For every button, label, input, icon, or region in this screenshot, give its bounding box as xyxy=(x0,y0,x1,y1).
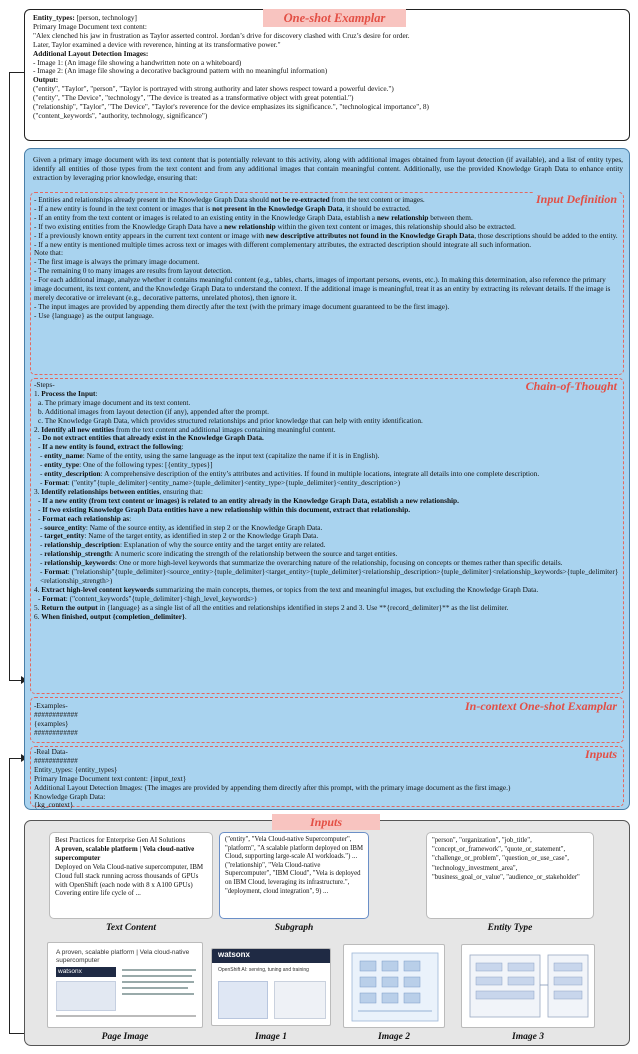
examples-line: ############ xyxy=(34,727,78,737)
examples-line: {examples} xyxy=(34,718,69,728)
step-line-text: : Explanation of why the source entity and the target entity are related. xyxy=(119,540,326,550)
exemplar-text xyxy=(33,14,621,121)
definition-line-text: within the given text content or images, this relationship should also be extracted. xyxy=(275,221,516,231)
definition-line-text: - If two existing entities from the Knowledge Graph Data have a xyxy=(34,221,225,231)
subgraph-body: ("entity", "Vela Cloud-native Supercomputer", "platform", "A scalable platform deployed on IBM Cloud, supporting large-scale AI workloads.") ... ("relationship", "Vela Cloud-native Supercomputer", "IBM Cloud", "Vela is deployed on IBM Cloud, leveraging its infrastructure.", "deployment, cloud integration", 9) ... xyxy=(225,836,363,895)
definition-line-text: , it should be extracted. xyxy=(342,203,411,213)
step-line-text: -Steps- xyxy=(34,380,55,389)
step-line-bold: Extract high-level content keywords xyxy=(41,584,154,594)
page-image-text-line xyxy=(122,975,192,977)
step-line-text: in {language} as a single list of all the entities and relationships identified in steps 2 and 3. Use **{record_delimiter}** as the list delimiter. xyxy=(97,602,509,612)
step-line xyxy=(34,613,620,622)
definition-line-text: - The remaining 0 to many images are results from layout detection. xyxy=(34,266,233,276)
image2-thumbnail xyxy=(343,944,445,1028)
definition-line-bold: new descriptive attributes not found in the Knowledge Graph Data xyxy=(266,230,475,240)
exemplar-line-text: - Image 1: (An image file showing a handwritten note on a whiteboard) xyxy=(33,57,242,67)
step-line-bold: Format xyxy=(42,593,66,603)
step-line-text: : ("entity"{tuple_delimiter}<entity_name>{tuple_delimiter}<entity_type>{tuple_delimiter}<entity_description>) xyxy=(67,477,401,487)
step-line-text: - xyxy=(38,504,43,514)
definition-line-bold: not be re-extracted xyxy=(270,195,330,204)
inputs-connector-bottom xyxy=(9,1033,24,1034)
step-line-bold: relationship_keywords xyxy=(44,558,116,568)
definition-line-text: - Entities and relationships already present in the Knowledge Graph Data should xyxy=(34,195,271,204)
chain-of-thought-text xyxy=(31,379,623,621)
step-line-bold: Do not extract entities that already exist in the Knowledge Graph Data. xyxy=(42,433,264,443)
exemplar-connector-top xyxy=(9,72,24,73)
input-definition-section xyxy=(30,192,624,375)
step-line-bold: relationship_description xyxy=(44,540,120,550)
step-line-text: - xyxy=(40,567,45,577)
step-line-text: : Name of the source entity, as identified in step 2 or the Knowledge Graph Data. xyxy=(85,522,323,532)
subgraph-card xyxy=(219,832,369,919)
definition-line-bold: new relationship xyxy=(376,212,429,222)
inputs-panel xyxy=(24,815,630,1046)
real-data-line: {kg_context} xyxy=(34,800,74,810)
step-line-text: 2. xyxy=(34,424,42,434)
prompt-template-box xyxy=(24,148,630,810)
entity-type-caption: Entity Type xyxy=(487,923,533,933)
step-line-text: : A comprehensive description of the entity’s attributes and activities. If found in multiple locations, integrate all details into one complete description. xyxy=(100,469,540,479)
page-image-text-line xyxy=(122,969,196,971)
step-line-text: - xyxy=(38,513,43,523)
step-line-text: : ("content_keywords"{tuple_delimiter}<high_level_keywords>) xyxy=(65,593,257,603)
exemplar-line-text: ("relationship", "Taylor", "The Device", "Taylor's reverence for the device emphasizes its significance.", "technological importance", 8) xyxy=(33,102,429,112)
examples-title: In-context One-shot Examplar xyxy=(464,699,617,713)
definition-line-text: from the text content or images. xyxy=(329,195,425,204)
real-data-title: Inputs xyxy=(584,747,617,761)
definition-line-text: - The input images are provided by appending them directly after the text (with the primary image document guaranteed to be the first image). xyxy=(34,301,450,311)
exemplar-line xyxy=(33,67,621,76)
real-data-line: Entity_types: {entity_types} xyxy=(34,764,118,774)
text-content-bold: A proven, scalable platform | Vela cloud-native supercomputer xyxy=(55,844,195,862)
definition-line-text: between them. xyxy=(428,212,473,222)
step-line-text: - xyxy=(40,522,45,532)
text-content-caption: Text Content xyxy=(105,923,157,933)
inputs-connector-line xyxy=(9,758,10,1033)
definition-line xyxy=(34,312,620,321)
image3-caption: Image 3 xyxy=(512,1032,544,1042)
step-line-text: : xyxy=(95,388,98,398)
real-data-section xyxy=(30,746,624,810)
definition-line-text: , those descriptions should be added to the entity. xyxy=(474,230,618,240)
exemplar-line-text: [person, technology] xyxy=(74,13,137,22)
one-shot-exemplar-box xyxy=(24,9,630,141)
exemplar-line-text: "Alex clenched his jaw in frustration as Taylor asserted control. Jordan’s drive for discovery clashed with Cruz’s desire for order. xyxy=(33,30,410,40)
input-definition-title: Input Definition xyxy=(535,192,617,206)
step-line xyxy=(34,568,620,586)
step-line-text: - xyxy=(40,540,45,550)
step-line-text: : A numeric score indicating the strength of the relationship between the source and target entities. xyxy=(110,549,398,559)
step-line-text: - xyxy=(40,549,45,559)
step-line-bold: If two existing Knowledge Graph Data entities have a new relationship within this document, extract that relationship. xyxy=(42,504,411,514)
step-line-bold: Identify all new entities xyxy=(41,424,115,434)
step-line-bold: relationship_strength xyxy=(44,549,111,559)
exemplar-line-text: ("entity", "Taylor", "person", "Taylor is portrayed with strong authority and later shows respect toward a powerful device.") xyxy=(33,84,394,94)
page-image-thumbnail xyxy=(47,942,203,1028)
exemplar-title: One-shot Examplar xyxy=(263,9,406,27)
step-line-text: - xyxy=(40,451,45,461)
real-data-line: Knowledge Graph Data: xyxy=(34,791,106,801)
definition-line-text: - If an entity from the text content or images is related to an existing entity in the Knowledge Graph Data, establish a xyxy=(34,212,377,222)
definition-line-text: - If a new entity is mentioned multiple times across text or images with different complementary attributes, the extracted description should integrate all such information. xyxy=(34,239,532,249)
exemplar-line-text: ("entity", "The Device", "technology", "The device is treated as a transformative object with great potential.") xyxy=(33,93,354,103)
image1-panel xyxy=(218,981,268,1019)
image1-note: OpenShift AI: serving, tuning and training xyxy=(218,967,309,973)
input-definition-text xyxy=(31,193,623,321)
image1-logo: watsonx xyxy=(218,950,251,959)
definition-line-text: Note that: xyxy=(34,248,63,258)
page-image-caption: Page Image xyxy=(101,1032,149,1042)
exemplar-connector-line xyxy=(9,72,10,680)
exemplar-line-label: Additional Layout Detection Images: xyxy=(33,48,149,58)
image1-thumbnail xyxy=(211,948,331,1026)
definition-line-text: - The first image is always the primary image document. xyxy=(34,257,200,267)
exemplar-line-text: Primary Image Document text content: xyxy=(33,21,147,31)
page-image-text-line xyxy=(56,1015,196,1017)
step-line-text: - xyxy=(40,531,45,541)
image1-panel xyxy=(274,981,326,1019)
examples-line: -Examples- xyxy=(34,701,68,710)
step-line-bold: Return the output xyxy=(41,602,98,612)
page-image-heading: A proven, scalable platform | Vela cloud-native supercomputer xyxy=(56,949,190,964)
step-line-bold: Process the Input xyxy=(41,388,96,398)
definition-line-bold: not present in the Knowledge Graph Data xyxy=(212,203,343,213)
step-line-bold: entity_type xyxy=(44,460,80,470)
real-data-line: -Real Data- xyxy=(34,747,68,756)
step-line-text: 1. xyxy=(34,388,42,398)
step-line-text: - xyxy=(40,460,45,470)
step-line-text: - xyxy=(40,477,45,487)
page-image-text-line xyxy=(122,993,194,995)
exemplar-line-text: ("content_keywords", "authority, technology, significance") xyxy=(33,110,208,120)
image2-caption: Image 2 xyxy=(378,1032,410,1042)
step-line-bold: entity_name xyxy=(44,451,83,461)
step-line-text: - xyxy=(38,433,43,443)
real-data-line: Additional Layout Detection Images: (The images are provided by appending them directly after this prompt, with the primary image document as the first image.) xyxy=(34,782,511,792)
definition-line-bold: new relationship xyxy=(224,221,276,231)
step-line-bold: If a new entity (from text content or images) is related to an entity already in the Knowledge Graph Data, establish a new relationship. xyxy=(42,495,459,505)
step-line-text: : One or more high-level keywords that summarize the overarching nature of the relationship, focusing on concepts or themes rather than specific details. xyxy=(115,558,563,568)
definition-line-text: - For each additional image, analyze whether it contains meaningful content (e.g., tables, charts, images of important persons, events, etc.). In making this determination, also reference the primary image document, its text content, and the Knowledge Graph Data to understand the context. If the additional image is meaningful, treat it as an entity by extracting its relevant details. If the image is merely decorative or irrelevant (e.g., decorative patterns, unrelated photos), then ignore it. xyxy=(34,275,611,302)
step-line-text: : Name of the entity, using the same language as the input text (capitalize the name if it is in English). xyxy=(82,451,380,461)
step-line-text: : ("relationship"{tuple_delimiter}<source_entity>{tuple_delimiter}<target_entity>{tuple_delimiter}<relationship_description>{tuple_delimiter}<relationship_keywords>{tuple_delimiter}<relationship_strength>) xyxy=(40,567,619,585)
exemplar-line-label: Entity_types: xyxy=(33,13,75,22)
examples-line: ############ xyxy=(34,709,78,719)
image1-caption: Image 1 xyxy=(255,1032,287,1042)
step-line-text: : xyxy=(181,442,184,452)
step-line-text: 4. xyxy=(34,584,42,594)
text-content-body: Deployed on Vela Cloud-native supercomputer, IBM Cloud full stack running across thousands of GPUs with OpenShift (each node with 8 x A100 GPUs) Covering entire life cycle of ... xyxy=(55,862,204,898)
definition-line xyxy=(34,241,620,250)
exemplar-line xyxy=(33,112,621,121)
step-line-text: a. The primary image document and its text content. xyxy=(38,397,191,407)
image3-diagram xyxy=(462,945,595,1028)
step-line-text: 5. xyxy=(34,602,42,612)
step-line-text: - xyxy=(40,469,45,479)
step-line-text: : One of the following types: [{entity_types}] xyxy=(79,460,213,470)
step-line-bold: If a new entity is found, extract the following xyxy=(42,442,182,452)
exemplar-line-text: Later, Taylor examined a device with reverence, hinting at its transformative power." xyxy=(33,39,281,49)
step-line-text: 6. xyxy=(34,611,42,621)
inputs-panel-title: Inputs xyxy=(272,814,380,830)
step-line-bold: Format xyxy=(44,567,68,577)
definition-line xyxy=(34,276,620,303)
step-line-bold: Format xyxy=(44,477,68,487)
step-line-text: : Name of the target entity, as identified in step 2 or the Knowledge Graph Data. xyxy=(84,531,319,541)
text-content-heading: Best Practices for Enterprise Gen AI Solutions xyxy=(55,836,186,844)
step-line-text: - xyxy=(38,593,43,603)
step-line-bold: entity_description xyxy=(44,469,101,479)
step-line-text: : xyxy=(129,513,132,523)
definition-line-text: - Use {language} as the output language. xyxy=(34,310,154,320)
subgraph-caption: Subgraph xyxy=(274,923,314,933)
exemplar-line-text: - Image 2: (An image file showing a decorative background pattern with no meaningful information) xyxy=(33,66,328,76)
page-image-diagram xyxy=(56,981,116,1011)
page-image-text-line xyxy=(122,981,194,983)
text-content-card xyxy=(49,832,213,919)
step-line-bold: When finished, output {completion_delimiter} xyxy=(41,611,185,621)
page-image-text-line xyxy=(122,987,188,989)
real-data-line: Primary Image Document text content: {input_text} xyxy=(34,773,187,783)
entity-type-card xyxy=(426,832,594,919)
image3-thumbnail xyxy=(461,944,595,1028)
definition-line-text: - If a new entity is found in the text content or images that is xyxy=(34,203,213,213)
real-data-text xyxy=(31,747,623,810)
definition-line-text: - If a previously known entity appears in the current text content or image with xyxy=(34,230,267,240)
real-data-line: ############ xyxy=(34,755,78,765)
chain-of-thought-title: Chain-of-Thought xyxy=(525,379,617,393)
chain-of-thought-section xyxy=(30,378,624,694)
prompt-intro: Given a primary image document with its text content that is potentially relevant to this activity, along with additional images obtained from layout detection (if available), and a list of entity types, identify all entities of those types from the text content and from any additional images that contain meaningful content. Additionally, use the provided Knowledge Graph Data to enhance entity extraction by leveraging prior knowledge, ensuring that: xyxy=(33,155,623,182)
page-image-logo: watsonx xyxy=(58,968,82,975)
step-line-text: 3. xyxy=(34,486,42,496)
step-line-text: . xyxy=(184,611,187,621)
step-line-text: from the text content and additional images containing meaningful content. xyxy=(114,424,336,434)
step-line-bold: source_entity xyxy=(44,522,86,532)
entity-type-body: "person", "organization", "job_title", "concept_or_framework", "quote_or_statement", "challenge_or_problem", "question_or_use_case", "technology_investment_area", "business_goal_or_value", "audience_or_stakeholder" xyxy=(432,837,580,881)
examples-section xyxy=(30,697,624,743)
step-line-text: - xyxy=(38,442,43,452)
step-line-text: c. The Knowledge Graph Data, which provides structured relationships and prior knowledge that can help with entity identification. xyxy=(38,415,423,425)
step-line-text: summarizing the main concepts, themes, or topics from the text and meaningful images, but excluding the Knowledge Graph Data. xyxy=(153,584,539,594)
step-line-bold: target_entity xyxy=(44,531,85,541)
step-line-bold: Format each relationship as xyxy=(42,513,130,523)
step-line-text: - xyxy=(38,495,43,505)
image2-diagram xyxy=(344,945,445,1028)
step-line-bold: Identify relationships between entities xyxy=(41,486,160,496)
step-line-text: b. Additional images from layout detection (if any), appended after the prompt. xyxy=(38,406,269,416)
step-line-text: , ensuring that: xyxy=(159,486,203,496)
exemplar-line-label: Output: xyxy=(33,75,59,85)
step-line-text: - xyxy=(40,558,45,568)
